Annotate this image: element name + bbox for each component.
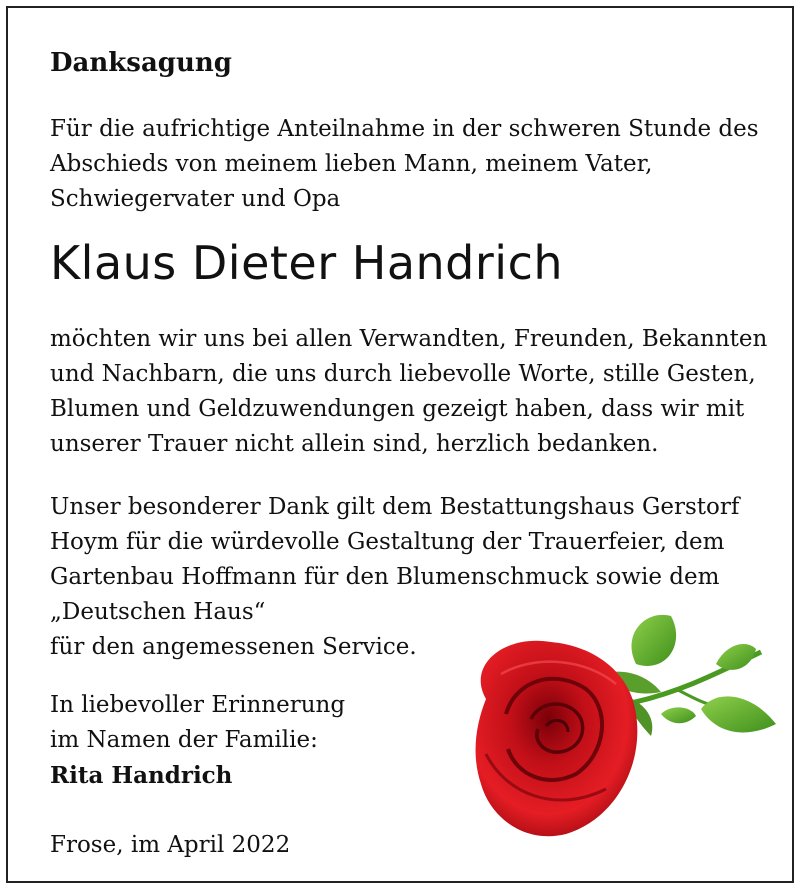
special-thanks-line: Gartenbau Hoffmann für den Blumenschmuck sowie dem <box>50 564 720 590</box>
thanks-line: unserer Trauer nicht allein sind, herzlich bedanken. <box>50 431 659 457</box>
intro-line: Schwiegervater und Opa <box>50 186 341 212</box>
thanks-line: möchten wir uns bei allen Verwandten, Freunden, Bekannten <box>50 326 768 352</box>
red-rose-icon <box>446 604 786 854</box>
closing-line: In liebevoller Erinnerung <box>50 692 346 718</box>
thanks-line: Blumen und Geldzuwendungen gezeigt haben, dass wir mit <box>50 396 745 422</box>
intro-paragraph <box>50 112 759 217</box>
signature: Rita Handrich <box>50 762 233 789</box>
closing-block <box>50 688 345 793</box>
thanks-line: und Nachbarn, die uns durch liebevolle Worte, stille Gesten, <box>50 361 756 387</box>
intro-line: Für die aufrichtige Anteilnahme in der schweren Stunde des <box>50 116 759 142</box>
special-thanks-line: Hoym für die würdevolle Gestaltung der Trauerfeier, dem <box>50 529 725 555</box>
special-thanks-line: „Deutschen Haus“ <box>50 599 266 625</box>
place-date: Frose, im April 2022 <box>50 832 291 858</box>
special-thanks-line: Unser besonderer Dank gilt dem Bestattungshaus Gerstorf <box>50 494 740 520</box>
obituary-card <box>6 6 794 883</box>
closing-line: im Namen der Familie: <box>50 727 318 753</box>
thanks-paragraph <box>50 322 767 462</box>
intro-line: Abschieds von meinem lieben Mann, meinem Vater, <box>50 151 653 177</box>
special-thanks-line: für den angemessenen Service. <box>50 634 417 660</box>
deceased-name: Klaus Dieter Handrich <box>50 236 564 290</box>
notice-heading: Danksagung <box>50 48 232 78</box>
